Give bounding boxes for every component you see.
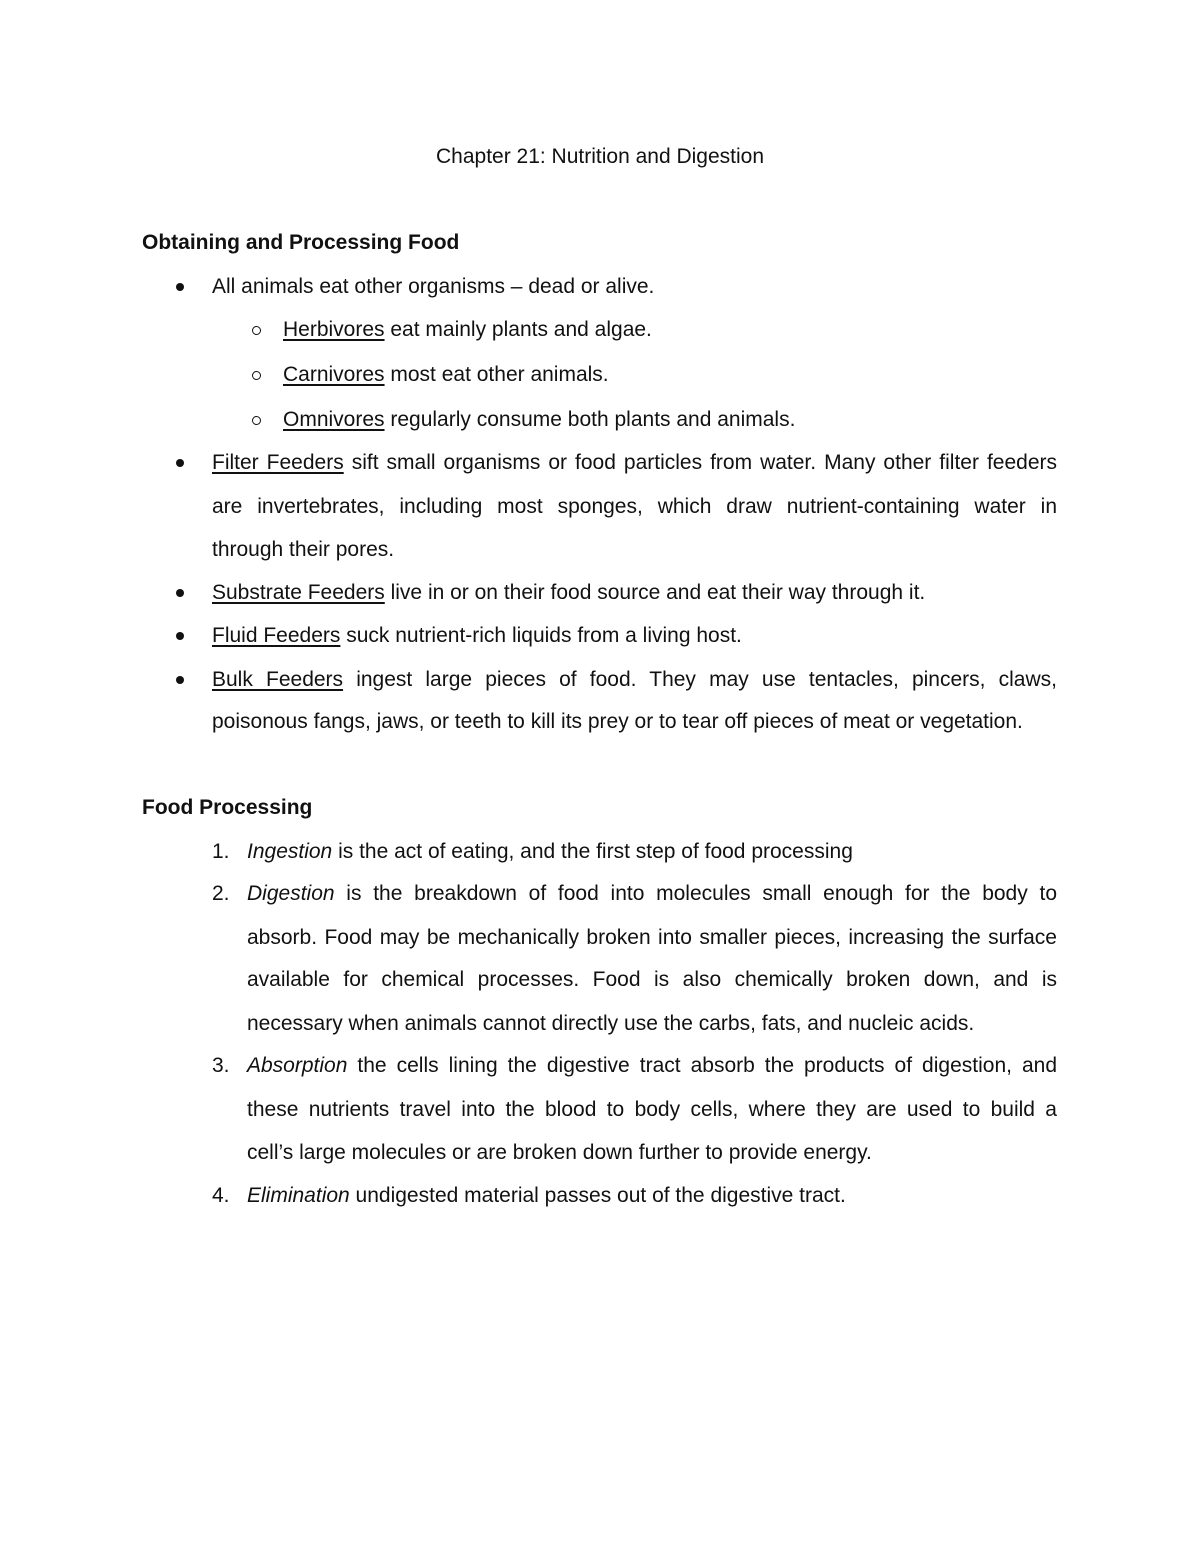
list-number: 1. [212, 840, 230, 863]
list-item [283, 316, 652, 344]
term-carnivores: Carnivores [283, 363, 385, 386]
list-item [212, 622, 742, 650]
list-item-text: these nutrients travel into the blood to body cells, where they are used to build a [247, 1098, 1057, 1121]
document-title: Chapter 21: Nutrition and Digestion [435, 145, 765, 168]
bullet-icon [173, 622, 187, 650]
list-item [247, 1182, 846, 1210]
list-item-text: through their pores. [212, 538, 395, 561]
term-ingestion: Ingestion [247, 840, 333, 863]
list-item-text: ingest large pieces of food. They may use tentacles, pincers, claws, [343, 668, 1057, 691]
list-item-text: is the act of eating, and the first step of food processing [332, 840, 853, 863]
bullet-icon [173, 449, 187, 477]
bullet-icon [173, 579, 187, 607]
list-item-text: live in or on their food source and eat their way through it. [384, 581, 926, 604]
list-item [247, 838, 853, 866]
list-number: 3. [212, 1054, 230, 1077]
list-item [212, 449, 1057, 477]
list-number: 4. [212, 1184, 230, 1207]
list-item-text: eat mainly plants and algae. [384, 318, 652, 341]
list-item-text: most eat other animals. [384, 363, 609, 386]
list-item-text: the cells lining the digestive tract absorb the products of digestion, and [347, 1054, 1057, 1077]
list-item-text: available for chemical processes. Food is also chemically broken down, and is [247, 968, 1057, 991]
term-absorption: Absorption [247, 1054, 348, 1077]
list-item [212, 579, 925, 607]
list-item [247, 880, 1057, 908]
list-item-text: poisonous fangs, jaws, or teeth to kill its prey or to tear off pieces of meat or vegetation. [212, 710, 1023, 733]
term-bulk-feeders: Bulk Feeders [212, 668, 344, 691]
list-item-text: undigested material passes out of the digestive tract. [349, 1184, 846, 1207]
list-item-text: necessary when animals cannot directly use the carbs, fats, and nucleic acids. [247, 1012, 975, 1035]
section-heading-food-processing: Food Processing [142, 796, 313, 819]
circle-bullet-icon [248, 361, 264, 389]
term-fluid-feeders: Fluid Feeders [212, 624, 341, 647]
list-item [212, 666, 1057, 694]
list-item-text: regularly consume both plants and animals. [384, 408, 796, 431]
list-item-text: is the breakdown of food into molecules small enough for the body to [334, 882, 1057, 905]
term-substrate-feeders: Substrate Feeders [212, 581, 385, 604]
term-digestion: Digestion [247, 882, 335, 905]
circle-bullet-icon [248, 316, 264, 344]
list-item [247, 1052, 1057, 1080]
list-item-text: cell’s large molecules or are broken down further to provide energy. [247, 1141, 872, 1164]
list-item: All animals eat other organisms – dead or alive. [212, 275, 655, 298]
section-heading-obtaining: Obtaining and Processing Food [142, 231, 460, 254]
bullet-icon [173, 666, 187, 694]
term-herbivores: Herbivores [283, 318, 385, 341]
list-item-text: suck nutrient-rich liquids from a living host. [340, 624, 742, 647]
list-item-text: absorb. Food may be mechanically broken into smaller pieces, increasing the surface [247, 926, 1057, 949]
bullet-icon [173, 273, 187, 301]
circle-bullet-icon [248, 406, 264, 434]
list-item-text: sift small organisms or food particles from water. Many other filter feeders [343, 451, 1057, 474]
list-number: 2. [212, 882, 230, 905]
term-filter-feeders: Filter Feeders [212, 451, 344, 474]
list-item-text: are invertebrates, including most sponges, which draw nutrient-containing water in [212, 495, 1057, 518]
term-omnivores: Omnivores [283, 408, 385, 431]
list-item [283, 406, 795, 434]
term-elimination: Elimination [247, 1184, 350, 1207]
list-item [283, 361, 609, 389]
